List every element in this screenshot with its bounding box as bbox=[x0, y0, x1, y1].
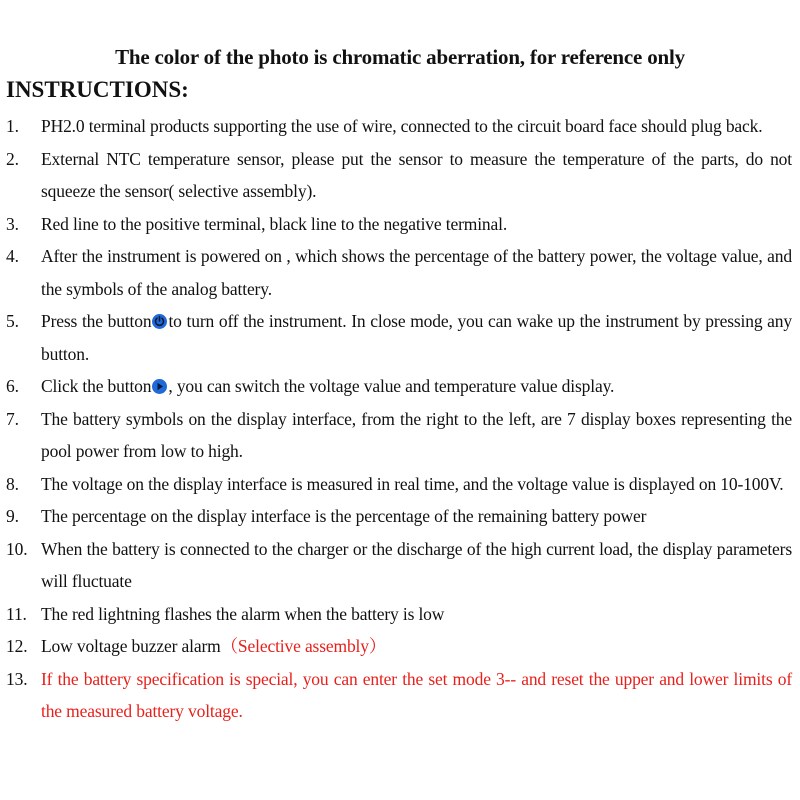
item-text: When the battery is connected to the charger or the discharge of the high current load, the display parameters will fluctuate bbox=[41, 538, 792, 591]
item-text: External NTC temperature sensor, please put the sensor to measure the temperature of the parts, do not squeeze the sensor( selective assembly). bbox=[41, 148, 792, 201]
item-text: The red lightning flashes the alarm when the battery is low bbox=[41, 603, 445, 624]
item-text: The voltage on the display interface is measured in real time, and the voltage value is displayed on 10-100V. bbox=[41, 473, 784, 494]
list-item bbox=[0, 500, 800, 533]
list-item bbox=[0, 403, 800, 468]
list-item bbox=[0, 143, 800, 208]
list-item bbox=[0, 533, 800, 598]
list-item bbox=[0, 240, 800, 305]
item-number: 8. bbox=[6, 473, 19, 494]
item-text: After the instrument is powered on , which shows the percentage of the battery power, the voltage value, and the symbols of the analog battery. bbox=[41, 246, 792, 299]
list-item bbox=[0, 370, 800, 403]
item-number: 10. bbox=[6, 538, 28, 559]
item-number: 4. bbox=[6, 246, 19, 266]
item-text-before: Press the button bbox=[41, 311, 152, 331]
item-number: 3. bbox=[6, 213, 19, 234]
item-text: If the battery specification is special, you can enter the set mode 3-- and reset the upper and lower limits of the measured battery voltage. bbox=[41, 668, 792, 721]
instructions-list bbox=[0, 110, 800, 728]
item-number: 5. bbox=[6, 311, 19, 331]
list-item bbox=[0, 468, 800, 501]
list-item bbox=[0, 305, 800, 370]
item-number: 12. bbox=[6, 636, 28, 656]
item-number: 9. bbox=[6, 506, 19, 526]
item-number: 2. bbox=[6, 148, 19, 169]
item-text-after: to turn off the instrument. In close mode, you can wake up the instrument by pressing any button. bbox=[41, 311, 792, 364]
list-item bbox=[0, 208, 800, 241]
item-text-before: Click the button bbox=[41, 376, 152, 396]
power-icon bbox=[152, 314, 167, 329]
item-text: The battery symbols on the display interface, from the right to the left, are 7 display boxes representing the pool power from low to high. bbox=[41, 408, 792, 461]
item-number: 6. bbox=[6, 376, 19, 396]
item-text-before: Low voltage buzzer alarm bbox=[41, 636, 221, 656]
item-number: 7. bbox=[6, 408, 19, 429]
item-text: Red line to the positive terminal, black line to the negative terminal. bbox=[41, 213, 508, 234]
play-icon bbox=[152, 379, 167, 394]
item-number: 13. bbox=[6, 668, 28, 689]
item-number: 11. bbox=[6, 603, 27, 624]
list-item bbox=[0, 663, 800, 728]
list-item bbox=[0, 630, 800, 663]
item-text: The percentage on the display interface is the percentage of the remaining battery power bbox=[41, 506, 647, 526]
instructions-heading: INSTRUCTIONS: bbox=[6, 77, 189, 102]
item-number: 1. bbox=[6, 116, 19, 136]
item-text: PH2.0 terminal products supporting the use of wire, connected to the circuit board face should plug back. bbox=[41, 116, 763, 136]
selective-assembly-note: （Selective assembly） bbox=[220, 636, 387, 656]
list-item bbox=[0, 110, 800, 143]
item-text-after: , you can switch the voltage value and temperature value display. bbox=[168, 376, 615, 396]
page-title: The color of the photo is chromatic aberration, for reference only bbox=[115, 45, 685, 69]
list-item bbox=[0, 598, 800, 631]
